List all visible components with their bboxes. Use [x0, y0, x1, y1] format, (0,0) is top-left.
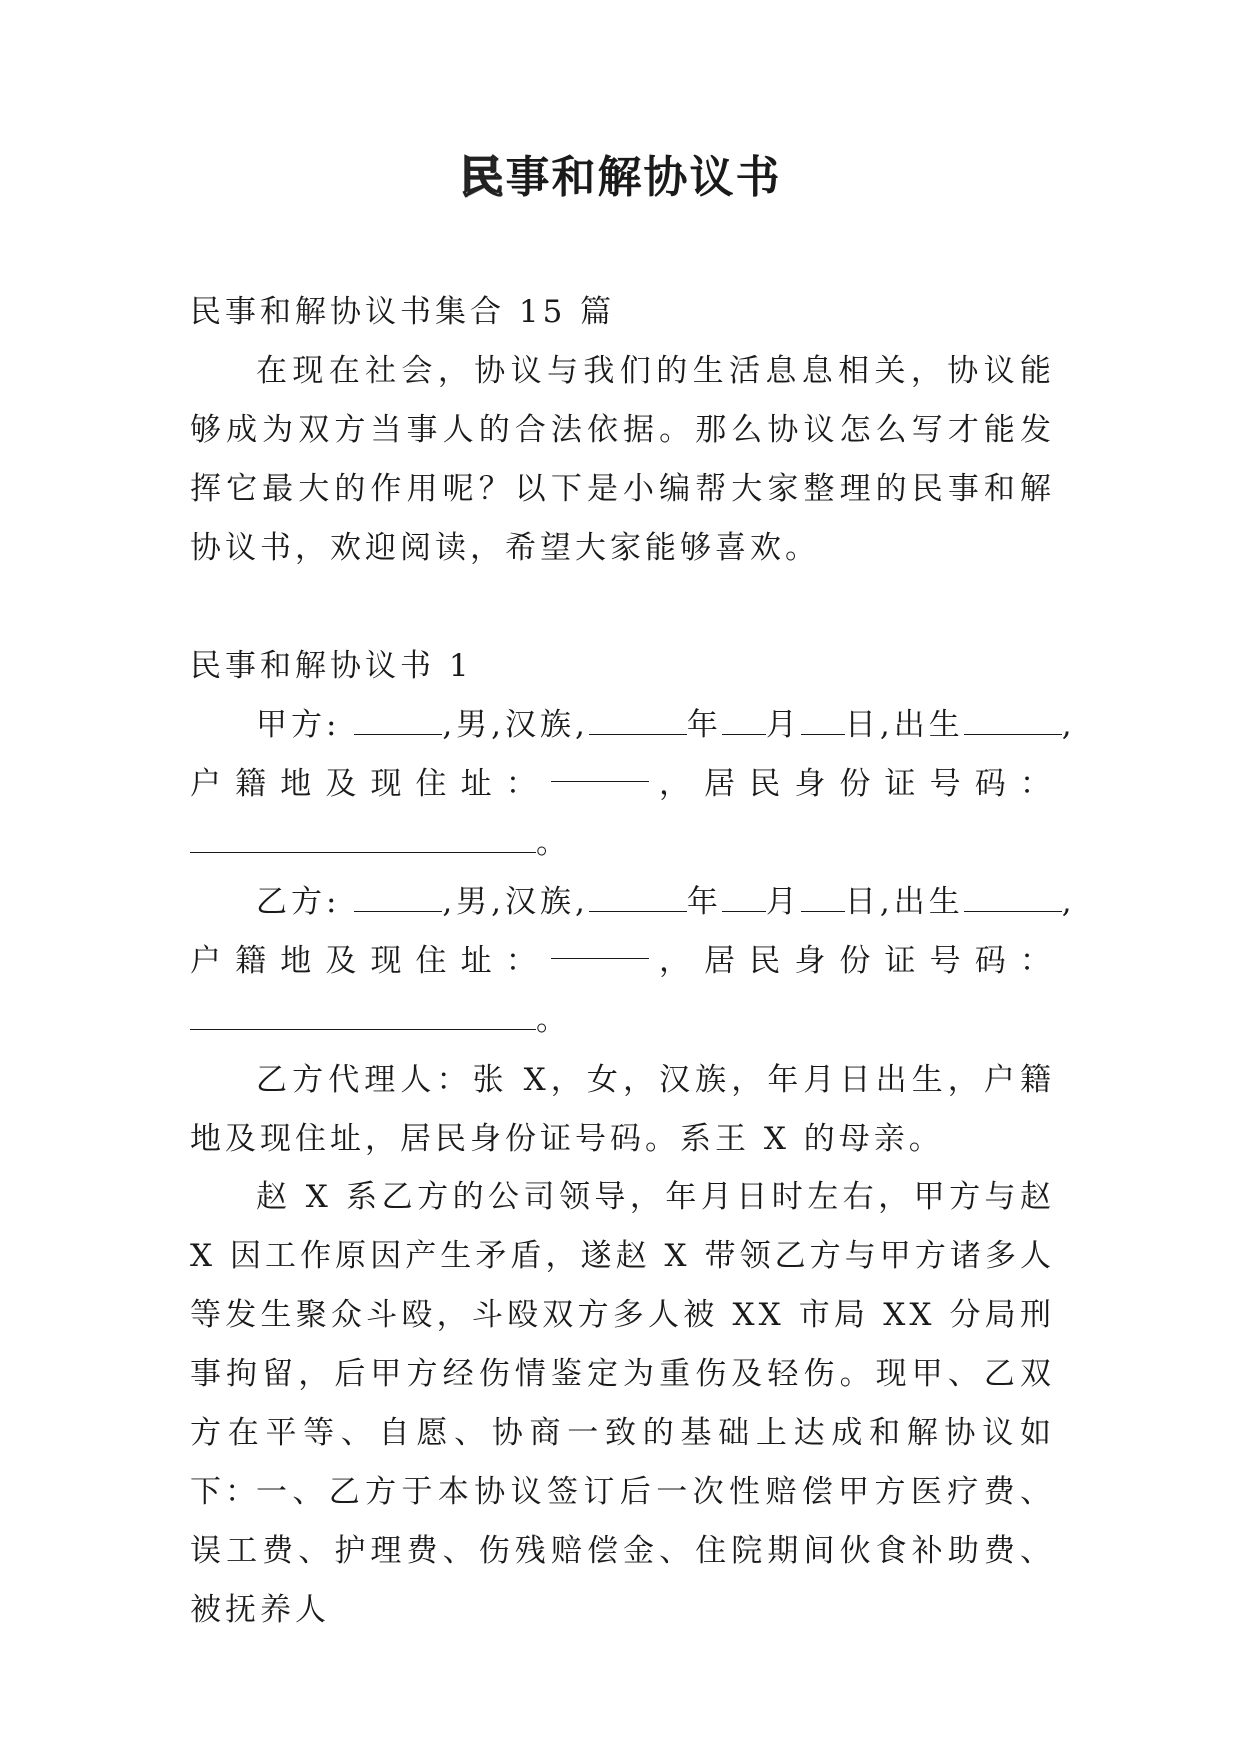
party-a-day: 日,出生 — [844, 707, 964, 743]
party-a-char: 居 — [704, 766, 740, 802]
party-b-end: , — [1061, 884, 1076, 920]
party-b-char: 及 — [325, 943, 361, 979]
party-b-char: 籍 — [235, 943, 271, 979]
party-b-char: 地 — [280, 943, 316, 979]
party-b-period: 。 — [536, 1002, 571, 1038]
party-b-month-blank — [722, 885, 766, 912]
party-b-char: 居 — [704, 943, 740, 979]
collection-heading: 民事和解协议书集合 15 篇 — [190, 294, 616, 330]
party-b-line-1 — [190, 873, 1076, 932]
party-a-year: 年 — [686, 707, 722, 743]
party-a-char: 籍 — [235, 766, 271, 802]
party-b-char: 码 — [974, 943, 1010, 979]
party-b-comma: ， — [658, 943, 694, 979]
party-a-comma: ， — [658, 766, 694, 802]
party-a-char: 及 — [325, 766, 361, 802]
party-b-char: ： — [1019, 943, 1055, 979]
party-b-birthplace-blank — [964, 885, 1062, 912]
party-a-char: 址 — [460, 766, 496, 802]
party-a-char: 号 — [929, 766, 965, 802]
party-a-address-blank — [551, 755, 649, 782]
party-b-char: 号 — [929, 943, 965, 979]
party-a-line-2 — [190, 755, 1055, 814]
party-b-char: 民 — [749, 943, 785, 979]
party-a-char: 份 — [839, 766, 875, 802]
party-a-sex-ethnicity: ,男,汉族, — [442, 707, 589, 743]
facts-paragraph: 赵 X 系乙方的公司领导，年月日时左右，甲方与赵 X 因工作原因产生矛盾，遂赵 X 带领乙方与甲方诸多人等发生聚众斗殴，斗殴双方多人被 XX 市局 XX 分局刑事拘留，后甲方经伤情鉴定为重伤及轻伤。现甲、乙双方在平等、自愿、协商一致的基础上达成和解协议如下： — [190, 1179, 1055, 1510]
party-b-year-blank — [589, 885, 687, 912]
party-b-char: 址 — [460, 943, 496, 979]
party-a-char: 现 — [370, 766, 406, 802]
party-b-char: 现 — [370, 943, 406, 979]
party-b-month: 月 — [765, 884, 801, 920]
party-a-line-3 — [190, 814, 1055, 873]
party-b-block — [190, 873, 1076, 1050]
party-a-char: 身 — [794, 766, 830, 802]
party-a-char: 地 — [280, 766, 316, 802]
party-a-day-blank — [801, 708, 845, 735]
party-a-char: 证 — [884, 766, 920, 802]
intro-block — [190, 342, 1055, 578]
party-b-day: 日,出生 — [844, 884, 964, 920]
party-b-label: 乙方: — [256, 884, 341, 920]
party-b-sex-ethnicity: ,男,汉族, — [442, 884, 589, 920]
title-rest: 事和解协议书 — [505, 152, 782, 203]
party-a-label: 甲方: — [256, 707, 341, 743]
party-b-name-blank — [354, 885, 442, 912]
party-a-year-blank — [589, 708, 687, 735]
party-b-char: 份 — [839, 943, 875, 979]
party-a-char: 住 — [415, 766, 451, 802]
party-a-char: ： — [1019, 766, 1055, 802]
party-a-name-blank — [354, 708, 442, 735]
party-a-month: 月 — [765, 707, 801, 743]
party-b-line-3 — [190, 991, 1055, 1050]
intro-paragraph: 在现在社会，协议与我们的生活息息相关，协议能够成为双方当事人的合法依据。那么协议怎么写才能发挥它最大的作用呢？以下是小编帮大家整理的民事和解协议书，欢迎阅读，希望大家能够喜欢。 — [190, 353, 1055, 566]
agent-paragraph: 乙方代理人：张 X，女，汉族，年月日出生，户籍地及现住址，居民身份证号码。系王 X 的母亲。 — [190, 1062, 1055, 1157]
clause-block — [190, 1463, 1055, 1640]
party-b-char: 证 — [884, 943, 920, 979]
party-b-line-2 — [190, 932, 1055, 991]
party-b-day-blank — [801, 885, 845, 912]
party-b-char: 身 — [794, 943, 830, 979]
party-a-id-blank — [190, 826, 536, 853]
party-b-year: 年 — [686, 884, 722, 920]
party-a-char: ： — [505, 766, 541, 802]
clause-one-paragraph: 一、乙方于本协议签订后一次性赔偿甲方医疗费、误工费、护理费、伤残赔偿金、住院期间伙食补助费、被抚养人 — [190, 1474, 1055, 1628]
party-a-end: , — [1061, 707, 1076, 743]
party-b-char: ： — [505, 943, 541, 979]
party-b-address-blank — [551, 932, 649, 959]
party-a-period: 。 — [536, 825, 571, 861]
party-a-birthplace-blank — [964, 708, 1062, 735]
party-a-month-blank — [722, 708, 766, 735]
agent-block — [190, 1051, 1055, 1169]
title-outlined-char: 民 — [459, 152, 506, 203]
party-a-char: 户 — [190, 766, 225, 802]
party-a-line-1 — [190, 696, 1076, 755]
party-b-id-blank — [190, 1003, 536, 1030]
party-a-char: 码 — [974, 766, 1010, 802]
page-title — [0, 148, 1241, 208]
section-heading: 民事和解协议书 1 — [190, 648, 473, 684]
party-b-char: 住 — [415, 943, 451, 979]
party-b-char: 户 — [190, 943, 225, 979]
party-a-block — [190, 696, 1076, 873]
party-a-char: 民 — [749, 766, 785, 802]
